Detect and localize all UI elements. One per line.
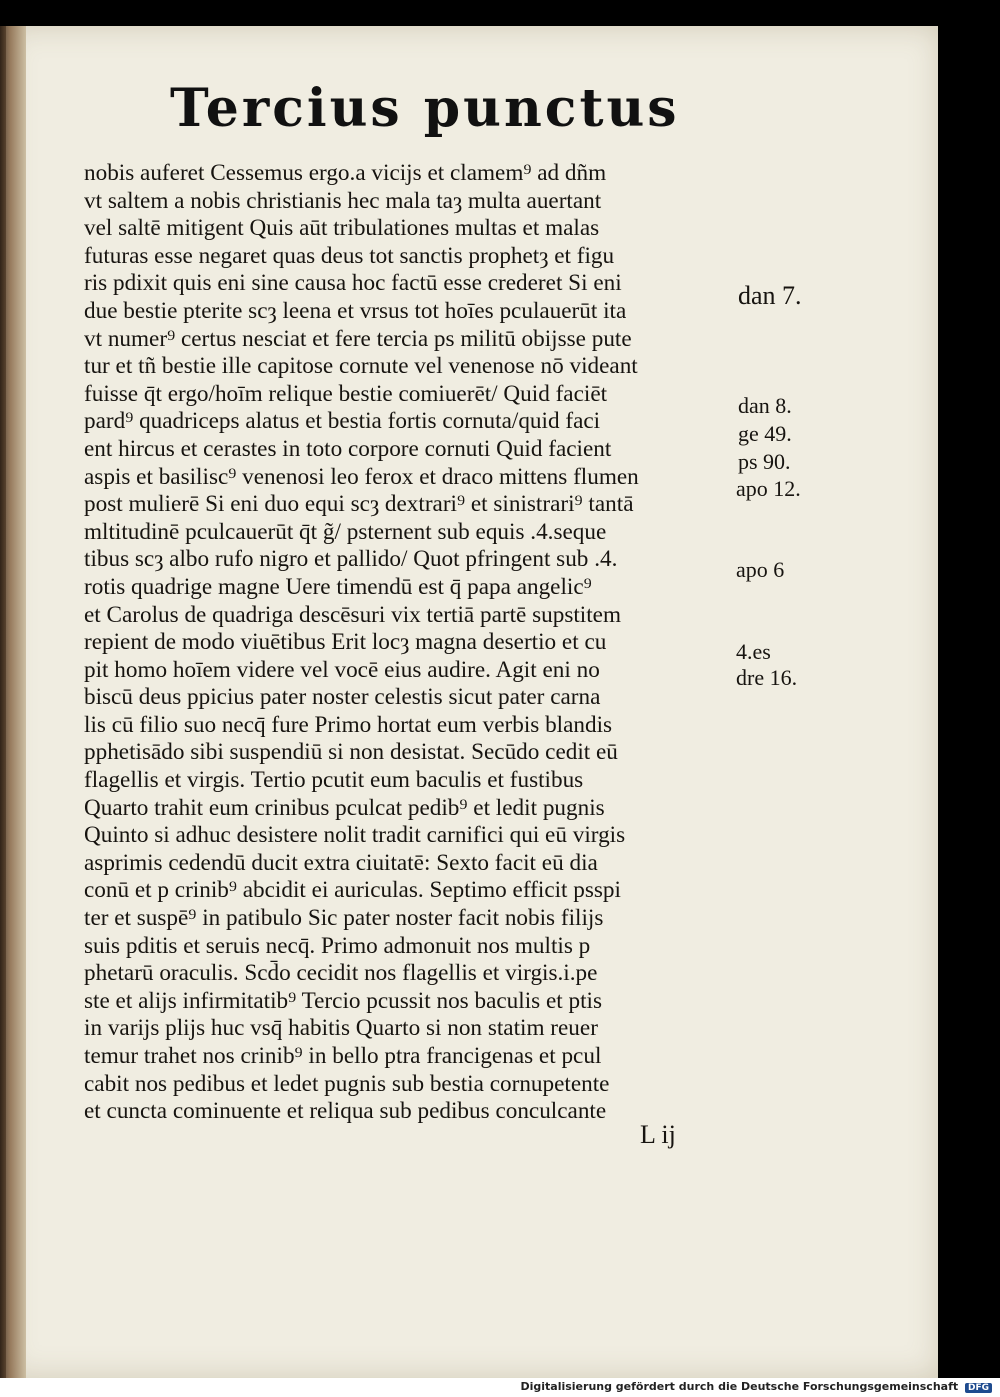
text-line: suis pditis et seruis necq̄. Primo admonuit nos multis p [84, 932, 591, 959]
dfg-logo-icon: DFG [965, 1383, 992, 1393]
funding-credit [520, 1380, 992, 1393]
text-line: tur et tñ bestie ille capitose cornute vel venenose nō videant [84, 353, 638, 380]
funding-credit-text: Digitalisierung gefördert durch die Deutsche Forschungsgemeinschaft [520, 1380, 959, 1393]
text-line: Quarto trahit eum crinibus pculcat pedib⁹ et ledit pugnis [84, 794, 605, 821]
text-line: ter et suspē⁹ in patibulo Sic pater noster facit nobis filijs [84, 905, 604, 932]
text-line: rotis quadrige magne Uere timendū est q̄ papa angelic⁹ [84, 573, 592, 600]
text-line: pard⁹ quadriceps alatus et bestia fortis cornuta/quid faci [84, 408, 601, 435]
text-line: flagellis et virgis. Tertio pcutit eum baculis et fustibus [84, 767, 584, 794]
margin-note: ge 49. [738, 421, 792, 446]
text-line: ent hircus et cerastes in toto corpore cornuti Quid facient [84, 435, 612, 462]
signature-mark: L ij [640, 1120, 676, 1149]
text-line: temur trahet nos crinib⁹ in bello ptra francigenas et pcul [84, 1043, 602, 1069]
text-line: et Carolus de quadriga descēsuri vix tertiā partē supstitem [84, 601, 622, 628]
margin-note: dre 16. [736, 665, 798, 690]
text-line: nobis auferet Cessemus ergo.a vicijs et clamem⁹ ad dñm [84, 160, 607, 186]
text-line: aspis et basilisc⁹ venenosi leo ferox et draco mittens flumen [84, 463, 639, 490]
text-line: lis cū filio suo necq̄ fure Primo hortat eum verbis blandis [84, 711, 613, 738]
text-line: ste et alijs infirmitatib⁹ Tercio pcussit nos baculis et ptis [84, 987, 603, 1014]
margin-note: apo 12. [736, 476, 801, 501]
text-line: vt saltem a nobis christianis hec mala taȝ multa auertant [84, 187, 602, 214]
text-line: biscū deus ppicius pater noster celestis sicut pater carna [84, 684, 601, 711]
body-text [84, 160, 734, 1126]
text-line: vt numer⁹ certus nesciat et fere tercia ps militū obijsse pute [84, 325, 632, 352]
text-line: fuisse q̄t ergo/hoīm relique bestie comiuerēt/ Quid faciēt [84, 380, 608, 407]
text-line: conū et p crinib⁹ abcidit ei auriculas. Septimo efficit psspi [84, 877, 621, 904]
margin-note: 4.es [736, 639, 771, 664]
scan-border [938, 0, 1000, 1378]
text-line: et cuncta cominuente et reliqua sub pedibus conculcante [84, 1098, 607, 1125]
text-line: post mulierē Si eni duo equi scȝ dextrari⁹ et sinistrari⁹ tantā [84, 491, 634, 518]
text-line: pit homo hoīem videre vel vocē eius audire. Agit eni no [84, 656, 600, 683]
text-line: Quinto si adhuc desistere nolit tradit carnifici qui eū virgis [84, 822, 626, 849]
text-line: futuras esse negaret quas deus tot sanctis prophetȝ et figu [84, 242, 615, 269]
text-line: due bestie pterite scȝ leena et vrsus tot hoīes pculauerūt ita [84, 297, 627, 324]
margin-note: ps 90. [738, 449, 791, 474]
text-line: asprimis cedendū ducit extra ciuitatē: Sexto facit eū dia [84, 849, 598, 876]
text-line: pphetisādo sibi suspendiū si non desistat. Secūdo cedit eū [84, 739, 618, 766]
margin-note: dan 7. [738, 281, 802, 310]
margin-note: apo 6 [736, 557, 785, 582]
text-line: vel saltē mitigent Quis aūt tribulationes multas et malas [84, 215, 600, 242]
margin-note: dan 8. [738, 393, 792, 418]
text-line: cabit nos pedibus et ledet pugnis sub bestia cornupetente [84, 1070, 610, 1097]
text-line: phetarū oraculis. Scd̄o cecidit nos flagellis et virgis.i.pe [84, 960, 598, 987]
text-line: in varijs plijs huc vsq̄ habitis Quarto si non statim reuer [84, 1015, 598, 1042]
running-heading: Tercius punctus [170, 78, 680, 139]
text-line: mltitudinē pculcauerūt q̄t g̃/ psternent sub equis .4.seque [84, 518, 607, 545]
text-line: ris pdixit quis eni sine causa hoc factū esse crederet Si eni [84, 270, 622, 297]
text-line: tibus scȝ albo rufo nigro et pallido/ Quot pfringent sub .4. [84, 546, 618, 573]
binding-gutter [0, 26, 26, 1378]
text-line: repient de modo viuētibus Erit locȝ magna desertio et cu [84, 629, 607, 656]
